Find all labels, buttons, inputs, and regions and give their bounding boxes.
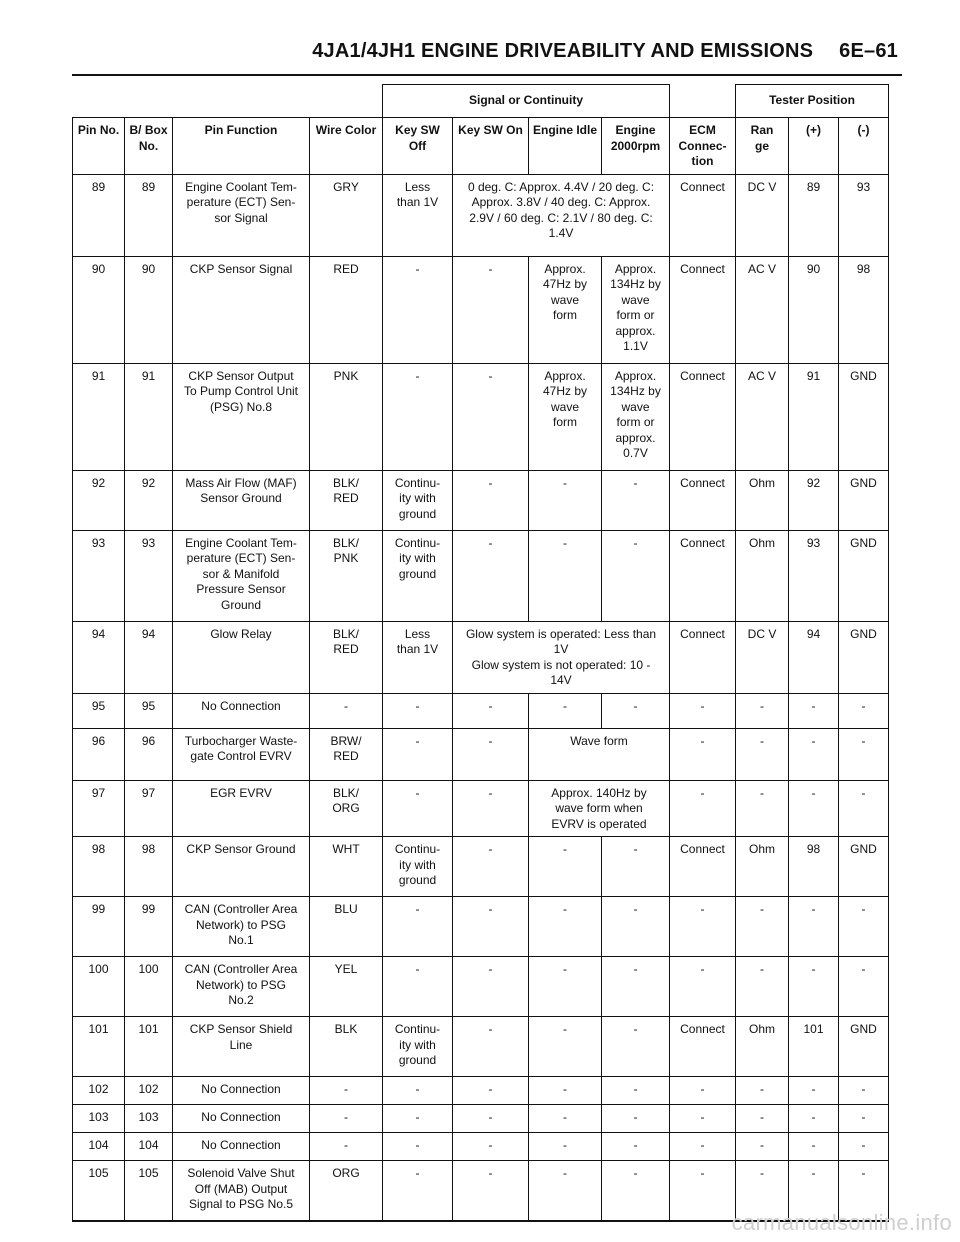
- cell-bbox-no: 99: [125, 897, 173, 957]
- cell-bbox-no: 98: [125, 837, 173, 897]
- cell-minus: -: [839, 1077, 889, 1105]
- cell-bbox-no: 100: [125, 957, 173, 1017]
- cell-key-sw-on: -: [453, 1017, 529, 1077]
- cell-plus: -: [789, 1133, 839, 1161]
- cell-pin-no: 98: [73, 837, 125, 897]
- cell-pin-function: No Connection: [173, 1133, 310, 1161]
- cell-engine-2000rpm: -: [602, 1105, 670, 1133]
- cell-engine-2000rpm: -: [602, 1133, 670, 1161]
- cell-key-sw-off: -: [383, 897, 453, 957]
- cell-range: DC V: [736, 621, 789, 693]
- cell-key-sw-on: -: [453, 256, 529, 363]
- cell-pin-no: 91: [73, 363, 125, 470]
- cell-pin-function: CKP Sensor Signal: [173, 256, 310, 363]
- cell-minus: GND: [839, 363, 889, 470]
- cell-key-sw-off: Continu- ity with ground: [383, 530, 453, 621]
- cell-minus: GND: [839, 1017, 889, 1077]
- cell-pin-no: 95: [73, 693, 125, 728]
- pin-table-body: [73, 174, 889, 1221]
- cell-pin-no: 101: [73, 1017, 125, 1077]
- cell-key-sw-on: -: [453, 837, 529, 897]
- col-engine-idle: Engine Idle: [529, 118, 602, 175]
- col-minus: (-): [839, 118, 889, 175]
- cell-signal-merged: Glow system is operated: Less than 1V Glow system is not operated: 10 - 14V: [453, 621, 670, 693]
- cell-engine-idle: -: [529, 1161, 602, 1221]
- cell-range: Ohm: [736, 530, 789, 621]
- cell-plus: -: [789, 1105, 839, 1133]
- table-row: [73, 470, 889, 530]
- cell-pin-no: 103: [73, 1105, 125, 1133]
- cell-bbox-no: 91: [125, 363, 173, 470]
- cell-pin-no: 89: [73, 174, 125, 256]
- table-row: [73, 897, 889, 957]
- cell-bbox-no: 93: [125, 530, 173, 621]
- cell-wire-color: WHT: [310, 837, 383, 897]
- table-row: [73, 1105, 889, 1133]
- cell-engine-2000rpm: -: [602, 897, 670, 957]
- cell-plus: 94: [789, 621, 839, 693]
- cell-engine-2000rpm: -: [602, 1161, 670, 1221]
- col-range: Ran ge: [736, 118, 789, 175]
- cell-range: -: [736, 693, 789, 728]
- cell-ecm-connection: -: [670, 897, 736, 957]
- cell-range: -: [736, 780, 789, 837]
- cell-wire-color: -: [310, 693, 383, 728]
- cell-pin-function: Solenoid Valve Shut Off (MAB) Output Signal to PSG No.5: [173, 1161, 310, 1221]
- header-rule: [72, 74, 902, 76]
- cell-pin-function: Mass Air Flow (MAF) Sensor Ground: [173, 470, 310, 530]
- cell-engine-idle: -: [529, 897, 602, 957]
- signal-group-header: Signal or Continuity: [383, 85, 670, 118]
- cell-ecm-connection: -: [670, 1105, 736, 1133]
- cell-key-sw-off: -: [383, 1105, 453, 1133]
- cell-bbox-no: 94: [125, 621, 173, 693]
- cell-range: -: [736, 1161, 789, 1221]
- table-row: [73, 621, 889, 693]
- page-title: 4JA1/4JH1 ENGINE DRIVEABILITY AND EMISSIONS: [312, 40, 814, 62]
- cell-pin-no: 102: [73, 1077, 125, 1105]
- table-row: [73, 256, 889, 363]
- cell-idle-2000-merged: Approx. 140Hz by wave form when EVRV is operated: [529, 780, 670, 837]
- col-engine-2000rpm: Engine 2000rpm: [602, 118, 670, 175]
- cell-plus: -: [789, 897, 839, 957]
- group-header-row: [73, 85, 889, 118]
- cell-ecm-connection: Connect: [670, 1017, 736, 1077]
- cell-minus: 98: [839, 256, 889, 363]
- cell-engine-2000rpm: Approx. 134Hz by wave form or approx. 0.7V: [602, 363, 670, 470]
- cell-engine-idle: -: [529, 693, 602, 728]
- cell-plus: -: [789, 957, 839, 1017]
- cell-ecm-connection: -: [670, 780, 736, 837]
- page-header: [312, 40, 898, 63]
- cell-bbox-no: 97: [125, 780, 173, 837]
- cell-pin-no: 93: [73, 530, 125, 621]
- cell-range: -: [736, 957, 789, 1017]
- cell-range: -: [736, 1133, 789, 1161]
- table-row: [73, 530, 889, 621]
- cell-pin-function: No Connection: [173, 693, 310, 728]
- cell-engine-idle: -: [529, 1105, 602, 1133]
- cell-minus: -: [839, 728, 889, 780]
- cell-key-sw-off: -: [383, 780, 453, 837]
- pin-table: [72, 84, 889, 1222]
- cell-pin-no: 105: [73, 1161, 125, 1221]
- cell-ecm-connection: -: [670, 957, 736, 1017]
- cell-wire-color: GRY: [310, 174, 383, 256]
- tester-group-header: Tester Position: [736, 85, 889, 118]
- cell-pin-function: EGR EVRV: [173, 780, 310, 837]
- cell-bbox-no: 104: [125, 1133, 173, 1161]
- cell-bbox-no: 92: [125, 470, 173, 530]
- col-key-sw-on: Key SW On: [453, 118, 529, 175]
- col-pin-function: Pin Function: [173, 118, 310, 175]
- cell-wire-color: -: [310, 1105, 383, 1133]
- table-row: [73, 780, 889, 837]
- cell-pin-function: Turbocharger Waste- gate Control EVRV: [173, 728, 310, 780]
- cell-pin-function: Engine Coolant Tem- perature (ECT) Sen- sor Signal: [173, 174, 310, 256]
- cell-ecm-connection: Connect: [670, 837, 736, 897]
- table-row: [73, 1077, 889, 1105]
- col-ecm-connection: ECM Connec- tion: [670, 118, 736, 175]
- table-row: [73, 1133, 889, 1161]
- table-row: [73, 728, 889, 780]
- cell-pin-no: 96: [73, 728, 125, 780]
- cell-engine-2000rpm: -: [602, 530, 670, 621]
- cell-minus: 93: [839, 174, 889, 256]
- cell-key-sw-off: Less than 1V: [383, 174, 453, 256]
- cell-pin-function: CKP Sensor Ground: [173, 837, 310, 897]
- col-pin-no: Pin No.: [73, 118, 125, 175]
- cell-ecm-connection: Connect: [670, 621, 736, 693]
- cell-plus: -: [789, 780, 839, 837]
- cell-key-sw-on: -: [453, 470, 529, 530]
- cell-wire-color: BLK/ ORG: [310, 780, 383, 837]
- col-bbox-no: B/ Box No.: [125, 118, 173, 175]
- cell-plus: -: [789, 1077, 839, 1105]
- cell-key-sw-on: -: [453, 897, 529, 957]
- cell-engine-idle: -: [529, 1133, 602, 1161]
- cell-ecm-connection: Connect: [670, 530, 736, 621]
- cell-engine-2000rpm: Approx. 134Hz by wave form or approx. 1.1V: [602, 256, 670, 363]
- cell-minus: -: [839, 693, 889, 728]
- cell-wire-color: ORG: [310, 1161, 383, 1221]
- cell-pin-no: 104: [73, 1133, 125, 1161]
- cell-pin-function: Engine Coolant Tem- perature (ECT) Sen- sor & Manifold Pressure Sensor Ground: [173, 530, 310, 621]
- table-row: [73, 363, 889, 470]
- cell-wire-color: BLK: [310, 1017, 383, 1077]
- cell-key-sw-on: -: [453, 530, 529, 621]
- cell-key-sw-off: Continu- ity with ground: [383, 1017, 453, 1077]
- cell-range: AC V: [736, 256, 789, 363]
- cell-range: Ohm: [736, 1017, 789, 1077]
- cell-key-sw-off: Continu- ity with ground: [383, 837, 453, 897]
- cell-key-sw-off: -: [383, 256, 453, 363]
- col-key-sw-off: Key SW Off: [383, 118, 453, 175]
- cell-key-sw-on: -: [453, 728, 529, 780]
- cell-pin-function: CKP Sensor Shield Line: [173, 1017, 310, 1077]
- cell-key-sw-off: -: [383, 363, 453, 470]
- cell-wire-color: -: [310, 1077, 383, 1105]
- cell-plus: 89: [789, 174, 839, 256]
- cell-minus: GND: [839, 621, 889, 693]
- table-row: [73, 693, 889, 728]
- cell-bbox-no: 96: [125, 728, 173, 780]
- cell-plus: -: [789, 693, 839, 728]
- cell-pin-function: Glow Relay: [173, 621, 310, 693]
- cell-key-sw-off: Continu- ity with ground: [383, 470, 453, 530]
- cell-plus: 91: [789, 363, 839, 470]
- cell-engine-2000rpm: -: [602, 957, 670, 1017]
- cell-range: -: [736, 897, 789, 957]
- cell-minus: GND: [839, 530, 889, 621]
- cell-minus: -: [839, 897, 889, 957]
- cell-engine-idle: -: [529, 1077, 602, 1105]
- cell-minus: -: [839, 780, 889, 837]
- cell-wire-color: RED: [310, 256, 383, 363]
- cell-key-sw-off: Less than 1V: [383, 621, 453, 693]
- blank-group-cell: [73, 85, 383, 118]
- cell-engine-idle: -: [529, 957, 602, 1017]
- cell-wire-color: BRW/ RED: [310, 728, 383, 780]
- cell-bbox-no: 105: [125, 1161, 173, 1221]
- page-number: 6E–61: [839, 40, 898, 62]
- cell-pin-function: No Connection: [173, 1105, 310, 1133]
- cell-key-sw-off: -: [383, 1161, 453, 1221]
- cell-wire-color: PNK: [310, 363, 383, 470]
- cell-key-sw-on: -: [453, 957, 529, 1017]
- cell-plus: 98: [789, 837, 839, 897]
- cell-minus: GND: [839, 470, 889, 530]
- cell-wire-color: BLU: [310, 897, 383, 957]
- cell-range: -: [736, 1105, 789, 1133]
- cell-engine-2000rpm: -: [602, 1077, 670, 1105]
- cell-ecm-connection: -: [670, 1133, 736, 1161]
- cell-range: -: [736, 728, 789, 780]
- cell-minus: -: [839, 1133, 889, 1161]
- cell-key-sw-on: -: [453, 1161, 529, 1221]
- cell-key-sw-on: -: [453, 1133, 529, 1161]
- table-row: [73, 837, 889, 897]
- watermark: carmanualsonline.info: [731, 1210, 952, 1235]
- cell-minus: -: [839, 1161, 889, 1221]
- cell-key-sw-on: -: [453, 693, 529, 728]
- cell-pin-function: CKP Sensor Output To Pump Control Unit (PSG) No.8: [173, 363, 310, 470]
- cell-pin-no: 99: [73, 897, 125, 957]
- cell-range: -: [736, 1077, 789, 1105]
- cell-wire-color: -: [310, 1133, 383, 1161]
- cell-pin-no: 92: [73, 470, 125, 530]
- cell-wire-color: BLK/ RED: [310, 470, 383, 530]
- cell-bbox-no: 102: [125, 1077, 173, 1105]
- cell-plus: 92: [789, 470, 839, 530]
- cell-ecm-connection: -: [670, 1077, 736, 1105]
- cell-engine-idle: Approx. 47Hz by wave form: [529, 256, 602, 363]
- cell-range: Ohm: [736, 470, 789, 530]
- cell-minus: -: [839, 1105, 889, 1133]
- cell-engine-2000rpm: -: [602, 693, 670, 728]
- cell-range: DC V: [736, 174, 789, 256]
- cell-ecm-connection: Connect: [670, 470, 736, 530]
- cell-wire-color: YEL: [310, 957, 383, 1017]
- cell-ecm-connection: Connect: [670, 256, 736, 363]
- cell-engine-idle: -: [529, 530, 602, 621]
- cell-bbox-no: 89: [125, 174, 173, 256]
- cell-signal-merged: 0 deg. C: Approx. 4.4V / 20 deg. C: Approx. 3.8V / 40 deg. C: Approx. 2.9V / 60 deg. C: 2.1V / 80 deg. C: 1.4V: [453, 174, 670, 256]
- cell-plus: -: [789, 728, 839, 780]
- cell-engine-idle: -: [529, 837, 602, 897]
- cell-pin-no: 90: [73, 256, 125, 363]
- cell-key-sw-off: -: [383, 693, 453, 728]
- cell-plus: -: [789, 1161, 839, 1221]
- cell-key-sw-on: -: [453, 363, 529, 470]
- cell-minus: GND: [839, 837, 889, 897]
- cell-plus: 90: [789, 256, 839, 363]
- cell-wire-color: BLK/ RED: [310, 621, 383, 693]
- cell-ecm-connection: -: [670, 693, 736, 728]
- blank-group-cell: [670, 85, 736, 118]
- cell-bbox-no: 95: [125, 693, 173, 728]
- cell-ecm-connection: Connect: [670, 174, 736, 256]
- col-wire-color: Wire Color: [310, 118, 383, 175]
- cell-range: AC V: [736, 363, 789, 470]
- table-row: [73, 1017, 889, 1077]
- cell-key-sw-off: -: [383, 1133, 453, 1161]
- table-row: [73, 174, 889, 256]
- cell-engine-idle: Approx. 47Hz by wave form: [529, 363, 602, 470]
- cell-engine-2000rpm: -: [602, 470, 670, 530]
- cell-engine-2000rpm: -: [602, 1017, 670, 1077]
- cell-key-sw-off: -: [383, 957, 453, 1017]
- cell-key-sw-on: -: [453, 780, 529, 837]
- cell-key-sw-on: -: [453, 1077, 529, 1105]
- cell-pin-no: 100: [73, 957, 125, 1017]
- cell-pin-function: No Connection: [173, 1077, 310, 1105]
- cell-ecm-connection: -: [670, 728, 736, 780]
- cell-ecm-connection: Connect: [670, 363, 736, 470]
- cell-pin-function: CAN (Controller Area Network) to PSG No.1: [173, 897, 310, 957]
- col-plus: (+): [789, 118, 839, 175]
- cell-ecm-connection: -: [670, 1161, 736, 1221]
- cell-pin-no: 97: [73, 780, 125, 837]
- cell-key-sw-off: -: [383, 1077, 453, 1105]
- cell-engine-idle: -: [529, 1017, 602, 1077]
- column-header-row: [73, 118, 889, 175]
- cell-bbox-no: 101: [125, 1017, 173, 1077]
- cell-engine-idle: -: [529, 470, 602, 530]
- cell-key-sw-on: -: [453, 1105, 529, 1133]
- table-row: [73, 957, 889, 1017]
- cell-key-sw-off: -: [383, 728, 453, 780]
- cell-pin-no: 94: [73, 621, 125, 693]
- cell-bbox-no: 90: [125, 256, 173, 363]
- cell-minus: -: [839, 957, 889, 1017]
- cell-idle-2000-merged: Wave form: [529, 728, 670, 780]
- cell-range: Ohm: [736, 837, 789, 897]
- cell-pin-function: CAN (Controller Area Network) to PSG No.2: [173, 957, 310, 1017]
- cell-bbox-no: 103: [125, 1105, 173, 1133]
- cell-wire-color: BLK/ PNK: [310, 530, 383, 621]
- cell-plus: 101: [789, 1017, 839, 1077]
- cell-engine-2000rpm: -: [602, 837, 670, 897]
- cell-plus: 93: [789, 530, 839, 621]
